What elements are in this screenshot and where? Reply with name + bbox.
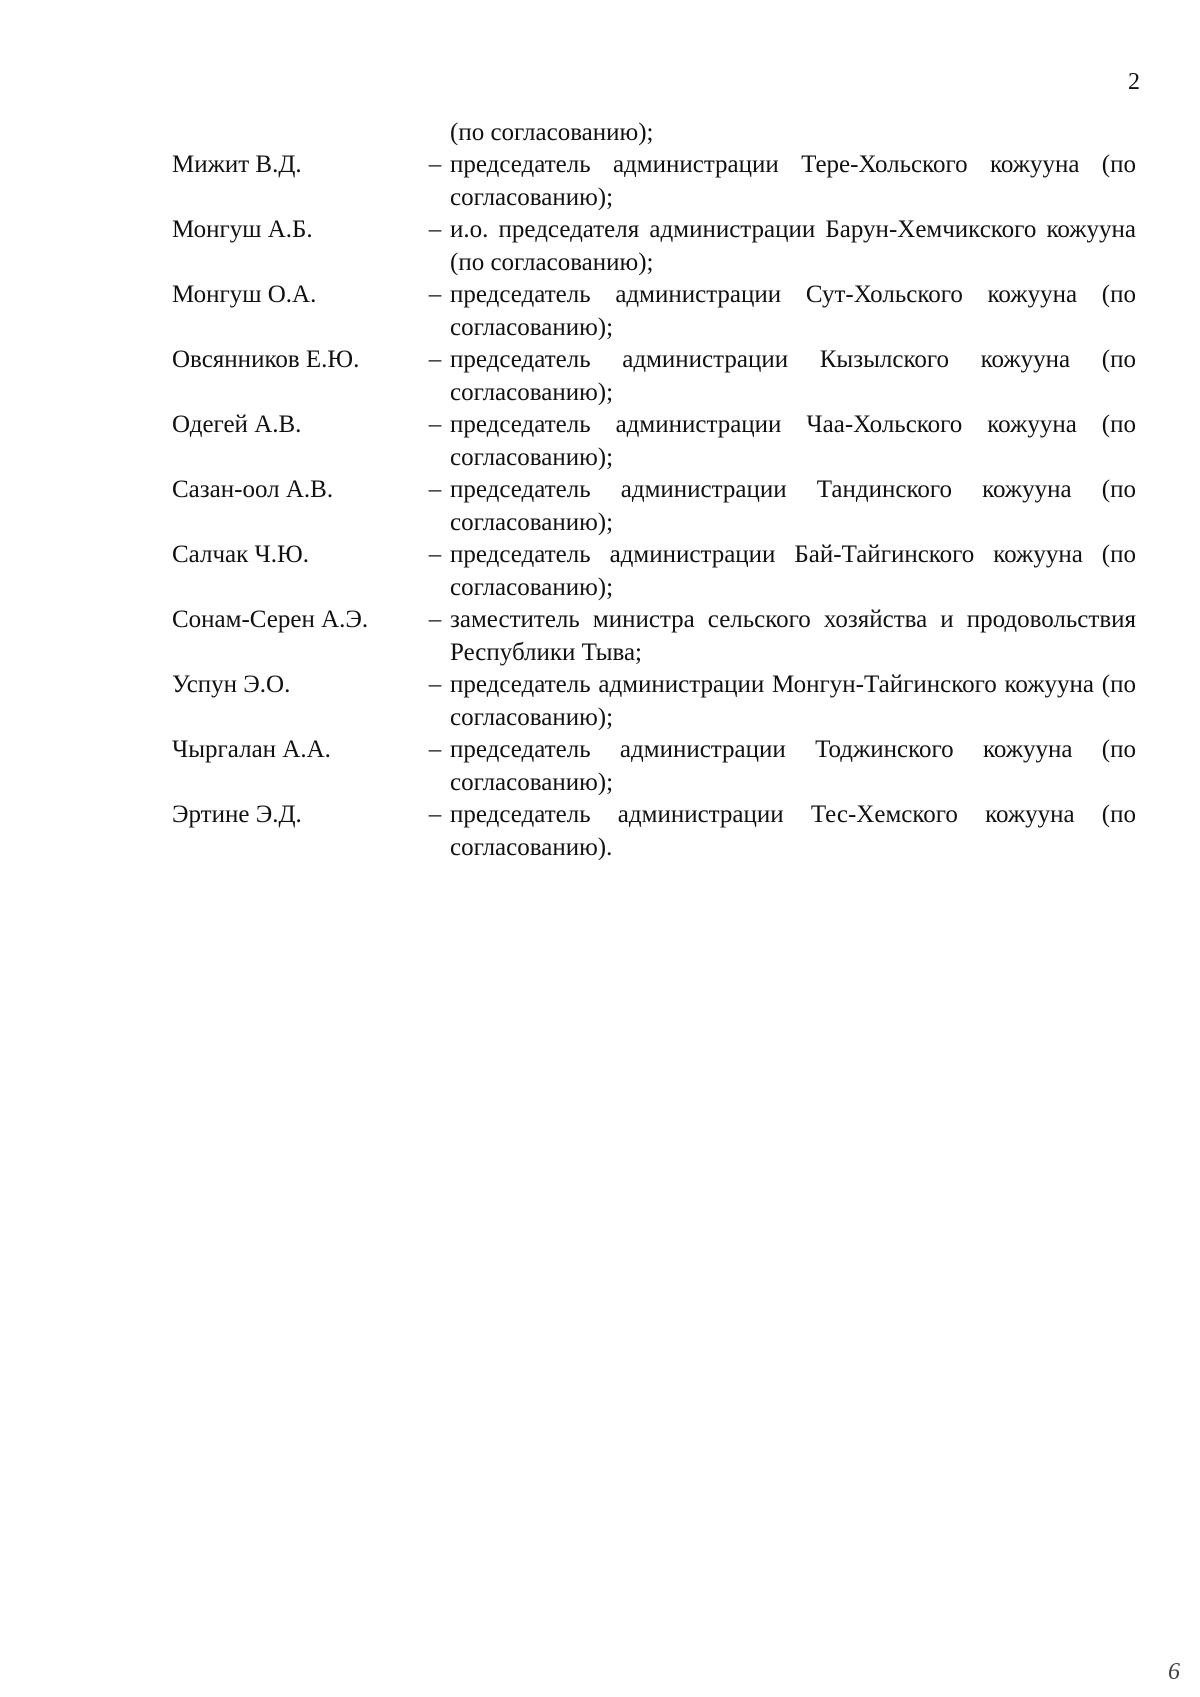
- list-item: [172, 734, 1136, 799]
- dash: –: [428, 541, 442, 568]
- member-name: Монгуш А.Б.: [172, 216, 313, 243]
- member-role: председатель администрации Сут-Хольского кожууна (по согласованию);: [450, 281, 1136, 341]
- list-item: [172, 669, 1136, 734]
- member-role: председатель администрации Бай-Тайгинского кожууна (по согласованию);: [450, 541, 1136, 601]
- dash: –: [428, 216, 442, 243]
- member-name: Салчак Ч.Ю.: [172, 541, 309, 568]
- dash: –: [428, 411, 442, 438]
- member-role: председатель администрации Чаа-Хольского кожууна (по согласованию);: [450, 411, 1136, 471]
- dash: –: [428, 671, 442, 698]
- list-item: [172, 604, 1136, 669]
- member-role: председатель администрации Тоджинского кожууна (по согласованию);: [450, 736, 1136, 796]
- dash: –: [428, 281, 442, 308]
- list-item: [172, 799, 1136, 864]
- member-role: председатель администрации Тандинского кожууна (по согласованию);: [450, 476, 1136, 536]
- page-number: 2: [1128, 69, 1140, 95]
- dash: –: [428, 736, 442, 763]
- list-item: [172, 539, 1136, 604]
- dash: –: [428, 151, 442, 178]
- member-list: [172, 149, 1136, 864]
- member-role: заместитель министра сельского хозяйства и продовольствия Республики Тыва;: [450, 606, 1136, 666]
- continuation-text: (по согласованию);: [450, 119, 654, 146]
- dash: –: [428, 476, 442, 503]
- member-role: и.о. председателя администрации Барун-Хемчикского кожууна (по согласованию);: [450, 216, 1136, 276]
- member-name: Эртине Э.Д.: [172, 801, 302, 828]
- member-name: Сонам-Серен А.Э.: [172, 606, 369, 633]
- list-item: [172, 214, 1136, 279]
- dash: –: [428, 346, 442, 373]
- list-item: [172, 474, 1136, 539]
- member-role: председатель администрации Кызылского кожууна (по согласованию);: [450, 346, 1136, 406]
- member-name: Сазан-оол А.В.: [172, 476, 334, 503]
- member-name: Монгуш О.А.: [172, 281, 317, 308]
- list-item: [172, 279, 1136, 344]
- dash: –: [428, 801, 442, 828]
- member-name: Успун Э.О.: [172, 671, 291, 698]
- member-role: председатель администрации Тес-Хемского кожууна (по согласованию).: [450, 801, 1136, 861]
- dash: –: [428, 606, 442, 633]
- member-name: Одегей А.В.: [172, 411, 302, 438]
- member-name: Мижит В.Д.: [172, 151, 302, 178]
- member-name: Чыргалан А.А.: [172, 736, 331, 763]
- list-item: [172, 409, 1136, 474]
- member-role: председатель администрации Тере-Хольского кожууна (по согласованию);: [450, 151, 1136, 211]
- member-name: Овсянников Е.Ю.: [172, 346, 360, 373]
- member-role: председатель администрации Монгун-Тайгинского кожууна (по согласованию);: [450, 671, 1136, 731]
- list-item: [172, 149, 1136, 214]
- corner-mark: 6: [1168, 1659, 1180, 1685]
- list-item: [172, 344, 1136, 409]
